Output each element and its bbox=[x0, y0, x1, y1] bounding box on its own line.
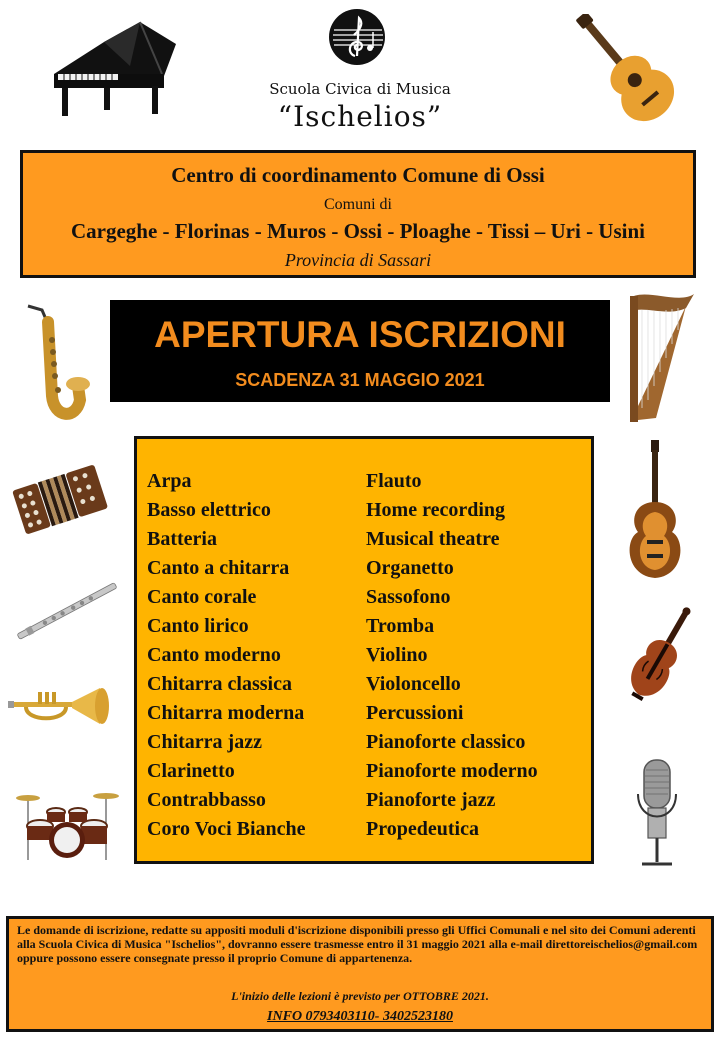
courses-box bbox=[134, 436, 594, 864]
trumpet-icon bbox=[8, 680, 116, 732]
coordination-box bbox=[20, 150, 696, 278]
course-item: Propedeutica bbox=[366, 818, 479, 840]
coordination-subtitle: Comuni di bbox=[323, 196, 392, 213]
school-name: Scuola Civica di Musica bbox=[269, 80, 451, 98]
music-logo-icon bbox=[328, 8, 386, 66]
course-item: Violino bbox=[366, 644, 428, 666]
courses-left-list bbox=[147, 467, 306, 844]
course-item: Canto corale bbox=[147, 586, 257, 608]
course-item: Tromba bbox=[366, 615, 435, 637]
harp-icon bbox=[620, 286, 702, 426]
courses-right-list bbox=[366, 467, 538, 844]
saxophone-icon bbox=[14, 300, 94, 432]
footer-info-phone: INFO 0793403110- 3402523180 bbox=[267, 1009, 453, 1024]
coordination-towns: Cargeghe - Florinas - Muros - Ossi - Ploaghe - Tissi – Uri - Usini bbox=[71, 219, 645, 243]
course-item: Basso elettrico bbox=[147, 499, 271, 521]
coordination-title: Centro di coordinamento Comune di Ossi bbox=[171, 163, 545, 187]
banner-deadline: SCADENZA 31 MAGGIO 2021 bbox=[235, 370, 485, 390]
coordination-province: Provincia di Sassari bbox=[284, 250, 432, 270]
course-item: Flauto bbox=[366, 470, 422, 492]
acoustic-guitar-icon bbox=[566, 14, 684, 126]
school-title: “Ischelios” bbox=[277, 100, 443, 133]
course-item: Sassofono bbox=[366, 586, 451, 608]
registration-banner bbox=[110, 300, 610, 402]
course-item: Home recording bbox=[366, 499, 506, 521]
course-item: Chitarra jazz bbox=[147, 731, 262, 753]
course-item: Arpa bbox=[147, 470, 192, 492]
flute-icon bbox=[12, 578, 122, 644]
accordion-icon bbox=[12, 452, 112, 550]
course-item: Contrabbasso bbox=[147, 789, 266, 811]
footer-text: Le domande di iscrizione, redatte su appositi moduli d'iscrizione disponibili presso gli Uffici Comunali e nel sito dei Comuni aderenti alla Scuola Civica di Musica "Ischelios", dovranno essere trasmesse entro il 31 maggio 2021 alla e-mail direttoreischelios@gmail.com oppure possono essere consegnate presso il proprio Comune di appartenenza. bbox=[17, 923, 698, 965]
drum-kit-icon bbox=[14, 782, 120, 862]
violin-icon bbox=[618, 600, 700, 718]
course-item: Chitarra moderna bbox=[147, 702, 305, 724]
course-item: Musical theatre bbox=[366, 528, 500, 550]
microphone-icon bbox=[622, 754, 692, 868]
footer-start-date: L'inizio delle lezioni è previsto per OTTOBRE 2021. bbox=[231, 989, 489, 1003]
course-item: Violoncello bbox=[366, 673, 461, 695]
footer-box bbox=[6, 916, 714, 1032]
course-item: Pianoforte classico bbox=[366, 731, 526, 753]
banner-title: APERTURA ISCRIZIONI bbox=[154, 314, 566, 355]
course-item: Coro Voci Bianche bbox=[147, 818, 306, 840]
course-item: Percussioni bbox=[366, 702, 464, 724]
course-item: Pianoforte moderno bbox=[366, 760, 538, 782]
course-item: Chitarra classica bbox=[147, 673, 292, 695]
archtop-guitar-icon bbox=[620, 436, 690, 584]
course-item: Clarinetto bbox=[147, 760, 235, 782]
course-item: Canto moderno bbox=[147, 644, 281, 666]
grand-piano-icon bbox=[44, 14, 192, 122]
course-item: Canto lirico bbox=[147, 615, 249, 637]
course-item: Organetto bbox=[366, 557, 454, 579]
course-item: Canto a chitarra bbox=[147, 557, 290, 579]
course-item: Pianoforte jazz bbox=[366, 789, 496, 811]
course-item: Batteria bbox=[147, 528, 217, 550]
